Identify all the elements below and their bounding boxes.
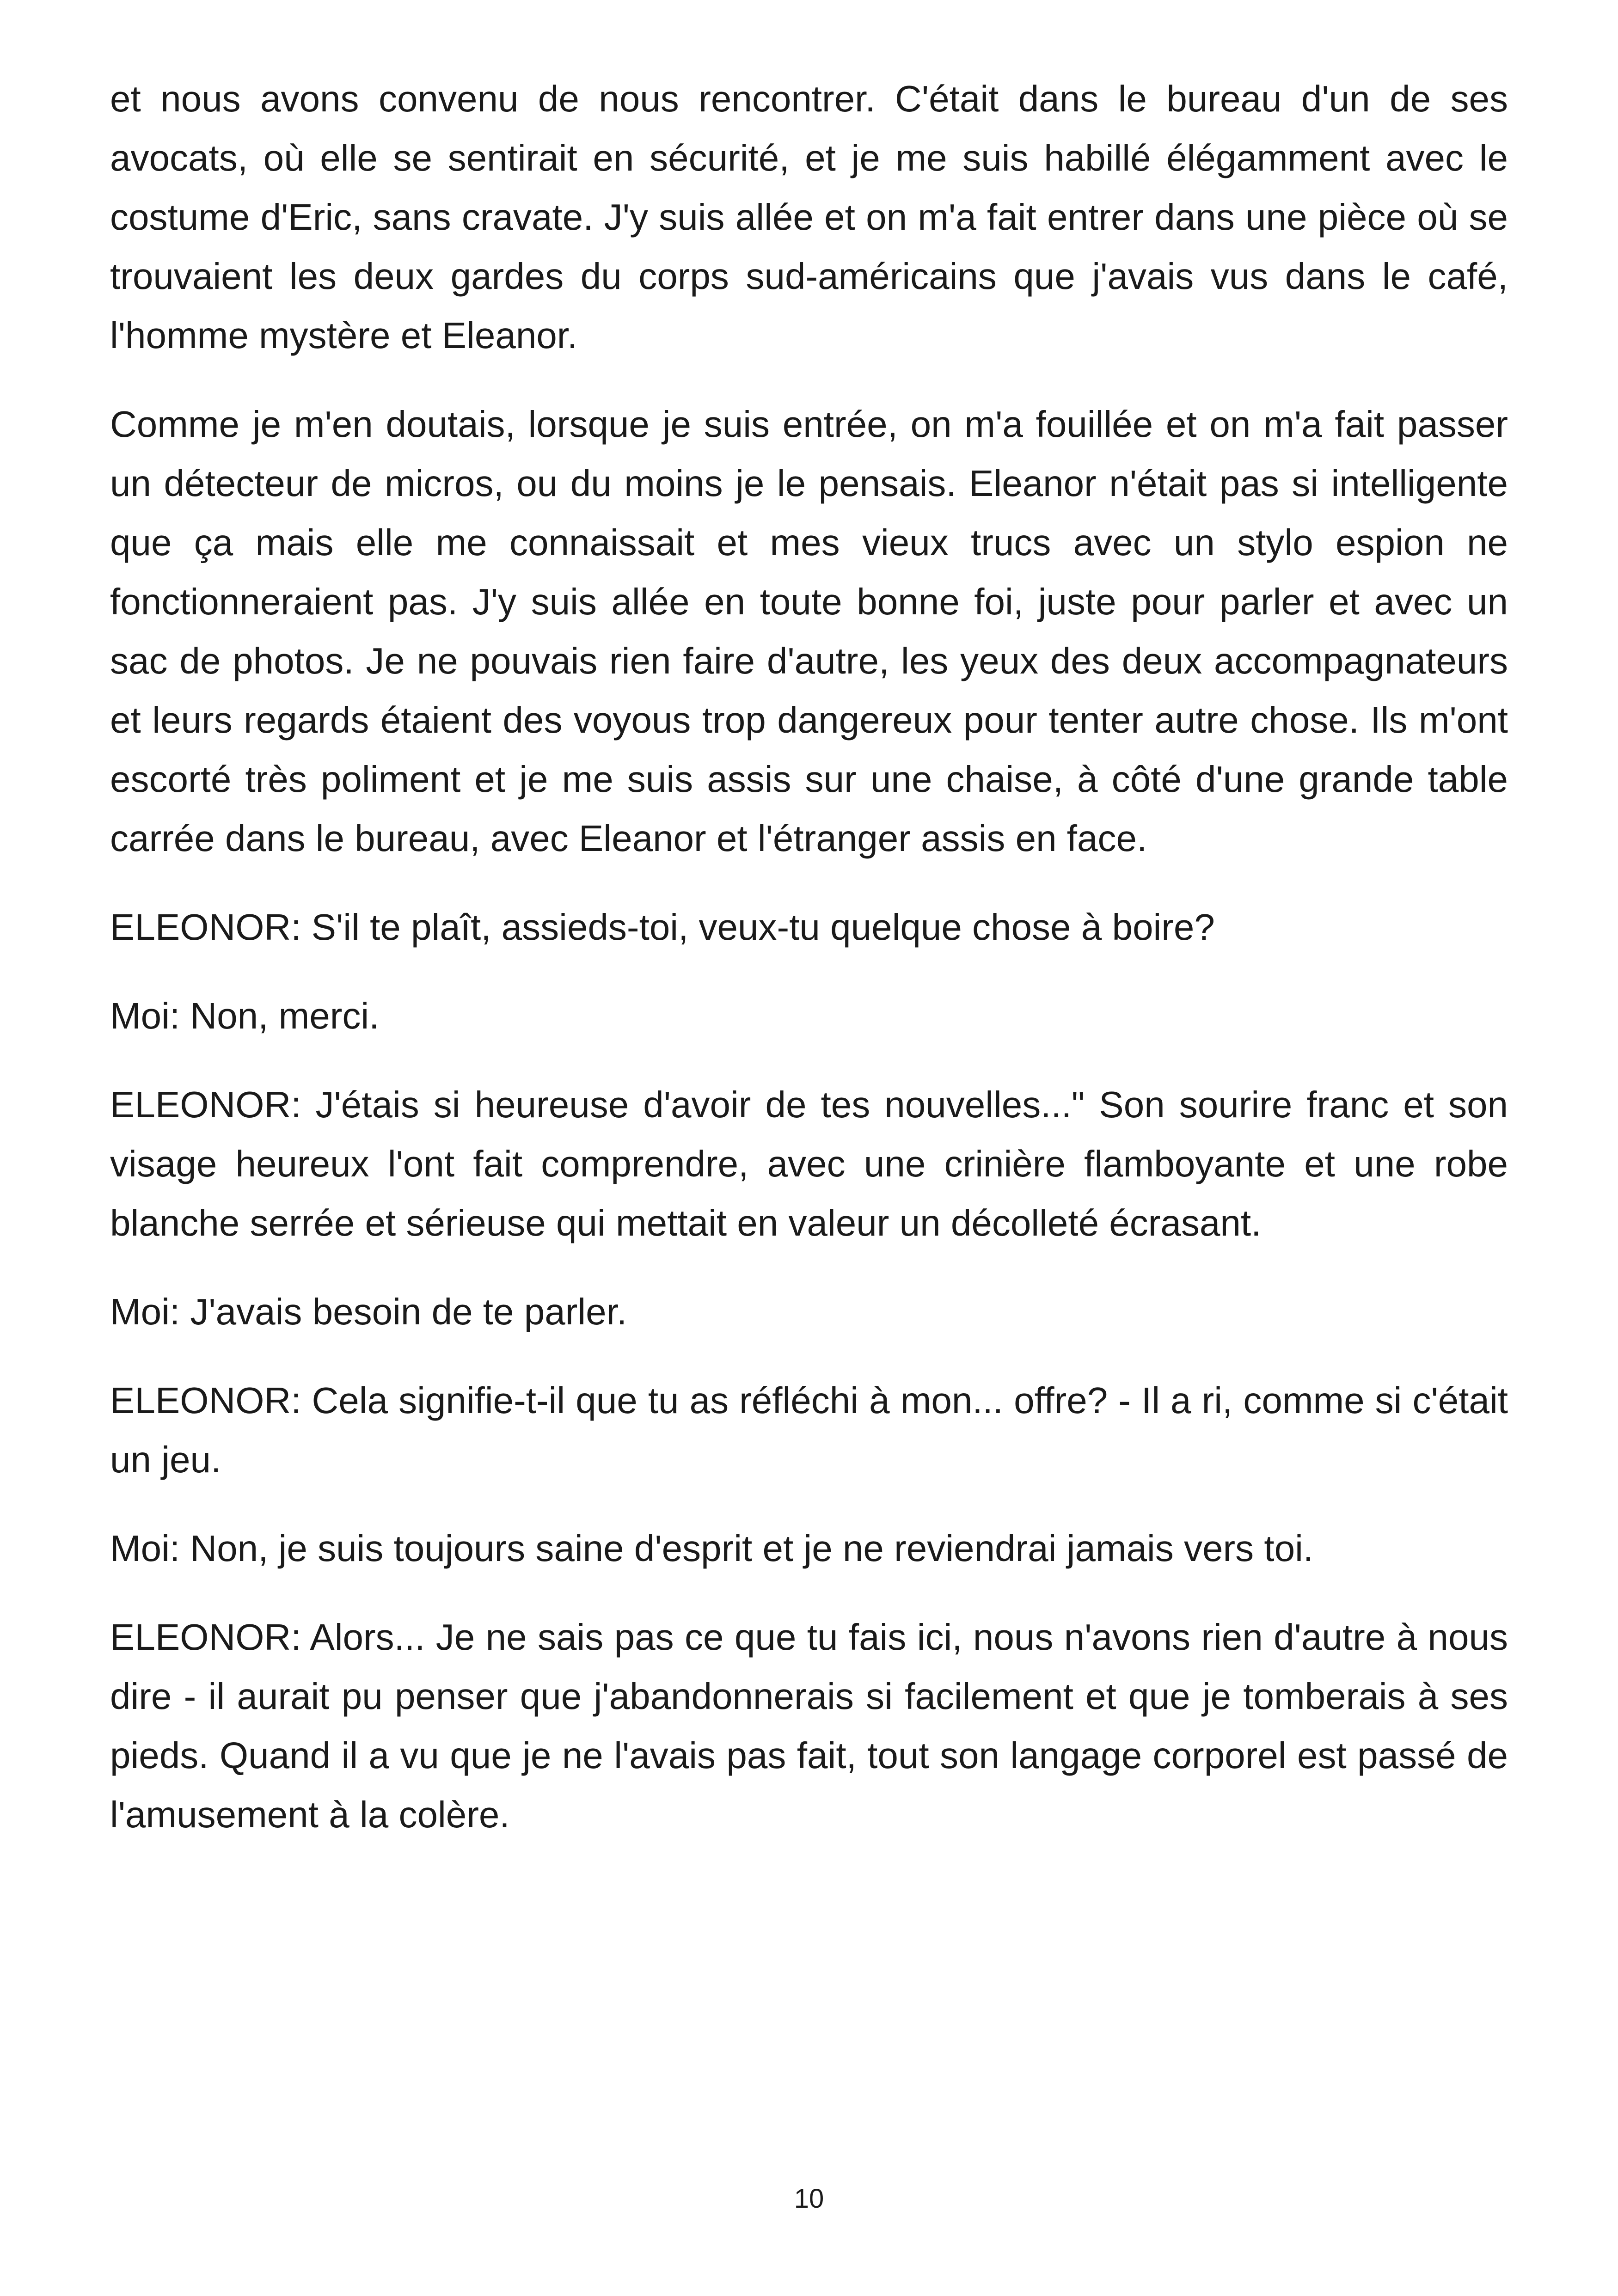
dialogue-line-moi-1: Moi: Non, merci.: [110, 995, 380, 1036]
body-text: [110, 69, 1508, 1844]
dialogue-line-eleonor-1: ELEONOR: S'il te plaît, assieds-toi, veux-tu quelque chose à boire?: [110, 906, 1215, 948]
dialogue-line-moi-2: Moi: J'avais besoin de te parler.: [110, 1291, 627, 1332]
paragraph-narration-1: et nous avons convenu de nous rencontrer. C'était dans le bureau d'un de ses avocats, où elle se sentirait en sécurité, et je me suis habillé élégamment avec le costume d'Eric, sans cravate. J'y suis allée et on m'a fait entrer dans une pièce où se trouvaient les deux gardes du corps sud-américains que j'avais vus dans le café, l'homme mystère et Eleanor.: [110, 78, 1508, 356]
paragraph-narration-2: Comme je m'en doutais, lorsque je suis entrée, on m'a fouillée et on m'a fait passer un détecteur de micros, ou du moins je le pensais. Eleanor n'était pas si intelligente que ça mais elle me connaissait et mes vieux trucs avec un stylo espion ne fonctionneraient pas. J'y suis allée en toute bonne foi, juste pour parler et avec un sac de photos. Je ne pouvais rien faire d'autre, les yeux des deux accompagnateurs et leurs regards étaient des voyous trop dangereux pour tenter autre chose. Ils m'ont escorté très poliment et je me suis assis sur une chaise, à côté d'une grande table carrée dans le bureau, avec Eleanor et l'étranger assis en face.: [110, 404, 1508, 859]
dialogue-line-eleonor-3: ELEONOR: Cela signifie-t-il que tu as réfléchi à mon... offre? - Il a ri, comme si c'était un jeu.: [110, 1380, 1508, 1480]
dialogue-line-moi-3: Moi: Non, je suis toujours saine d'esprit et je ne reviendrai jamais vers toi.: [110, 1528, 1314, 1569]
page-number: 10: [794, 2184, 824, 2214]
dialogue-line-eleonor-2: ELEONOR: J'étais si heureuse d'avoir de tes nouvelles..." Son sourire franc et son visage heureux l'ont fait comprendre, avec une crinière flamboyante et une robe blanche serrée et sérieuse qui mettait en valeur un décolleté écrasant.: [110, 1084, 1508, 1243]
dialogue-line-eleonor-4: ELEONOR: Alors... Je ne sais pas ce que tu fais ici, nous n'avons rien d'autre à nous dire - il aurait pu penser que j'abandonnerais si facilement et que je tomberais à ses pieds. Quand il a vu que je ne l'avais pas fait, tout son langage corporel est passé de l'amusement à la colère.: [110, 1616, 1508, 1835]
